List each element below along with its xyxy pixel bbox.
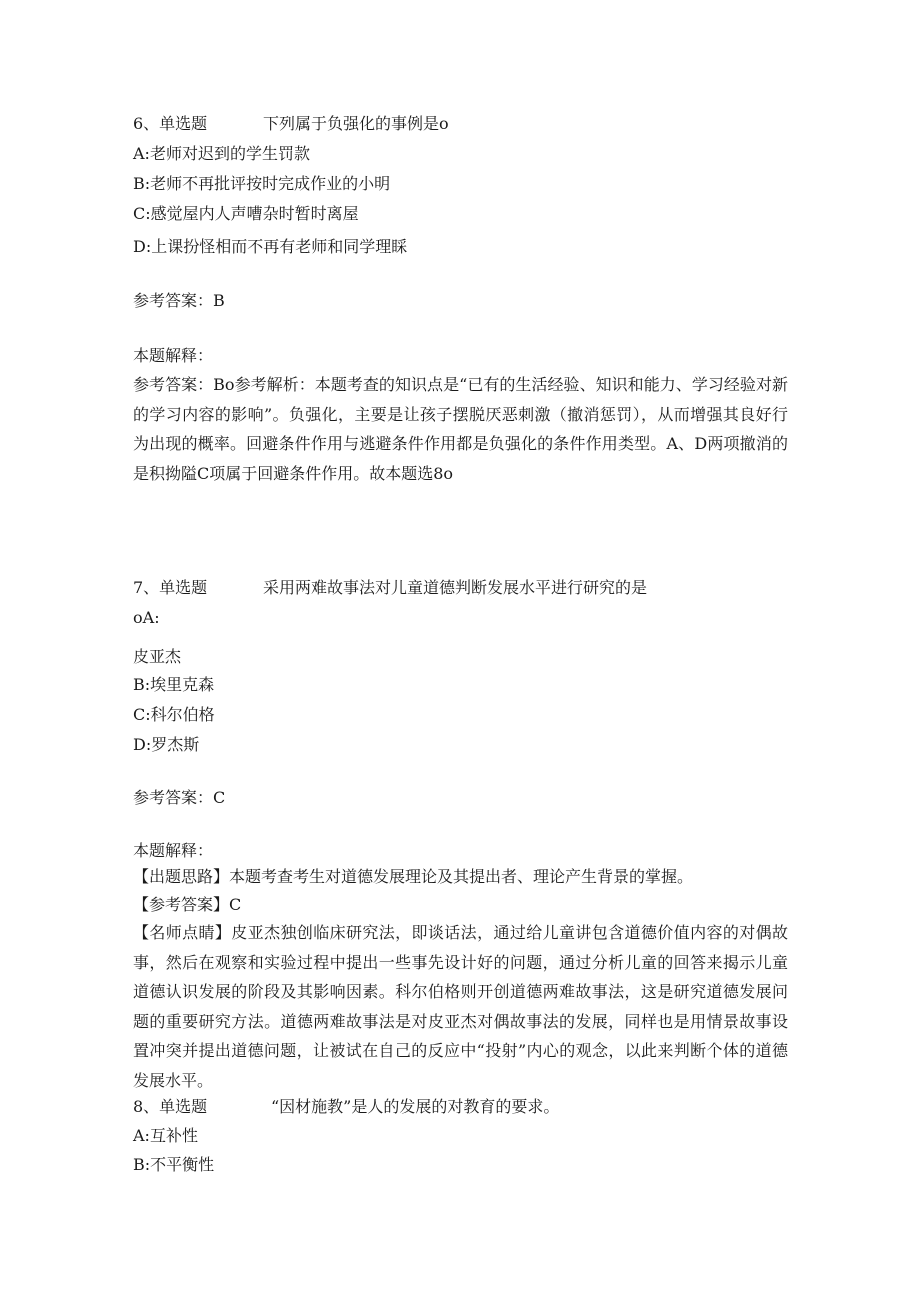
q7-header (133, 577, 647, 599)
q8-option-b: B:不平衡性 (133, 1155, 215, 1174)
q7-option-b: B:埃里克森 (133, 675, 215, 694)
q7-explain-line: 【参考答案】C (133, 895, 242, 914)
q6-option-a: A:老师对迟到的学生罚款 (133, 144, 310, 163)
q6-stem: 下列属于负强化的事例是ο (263, 114, 449, 133)
q8-number-type: 8、单选题 (133, 1097, 208, 1116)
q8-header (133, 1096, 559, 1118)
q7-answer: 参考答案：C (133, 788, 226, 807)
q7-option-c: C:科尔伯格 (133, 705, 215, 724)
q7-option-a: 皮亚杰 (133, 647, 182, 666)
q8-option-a: A:互补性 (133, 1126, 198, 1145)
q7-explain-title: 本题解释： (133, 841, 214, 860)
q6-explain-title: 本题解释： (133, 346, 214, 365)
q6-option-d: D:上课扮怪相而不再有老师和同学理睬 (133, 237, 408, 256)
q6-option-c: C:感觉屋内人声嘈杂时暂时离屋 (133, 204, 359, 223)
q6-header (133, 113, 449, 135)
q8-stem: “因材施教”是人的发展的对教育的要求。 (271, 1097, 560, 1116)
q6-number-type: 6、单选题 (133, 114, 208, 133)
q6-option-b: B:老师不再批评按时完成作业的小明 (133, 174, 391, 193)
q7-explanation: 【名师点睛】皮亚杰独创临床研究法，即谈话法，通过给儿童讲包含道德价值内容的对偶故事，然后在观察和实验过程中提出一些事先设计好的问题，通过分析儿童的回答来揭示儿童道德认识发展的阶段及其影响因素。科尔伯格则开创道德两难故事法，这是研究道德发展问题的重要研究方法。道德两难故事法是对皮亚杰对偶故事法的发展，同样也是用情景故事设置冲突并提出道德问题，让被试在自己的反应中“投射”内心的观念，以此来判断个体的道德发展水平。 (133, 923, 788, 1090)
q7-option-d: D:罗杰斯 (133, 735, 200, 754)
q7-number-type: 7、单选题 (133, 578, 208, 597)
q7-stem-continued: oA: (133, 608, 160, 627)
q7-explain-line: 【出题思路】本题考查考生对道德发展理论及其提出者、理论产生背景的掌握。 (133, 867, 694, 886)
q6-answer: 参考答案：B (133, 291, 225, 310)
q6-explanation: 参考答案：Bo参考解析：本题考查的知识点是“已有的生活经验、知识和能力、学习经验对新的学习内容的影响”。负强化，主要是让孩子摆脱厌恶刺激（撤消惩罚），从而增强其良好行为出现的概率。回避条件作用与逃避条件作用都是负强化的条件作用类型。A、D两项撤消的是积拗隘C项属于回避条件作用。故本题选8o (133, 375, 788, 483)
q7-stem: 采用两难故事法对儿童道德判断发展水平进行研究的是 (263, 578, 648, 597)
